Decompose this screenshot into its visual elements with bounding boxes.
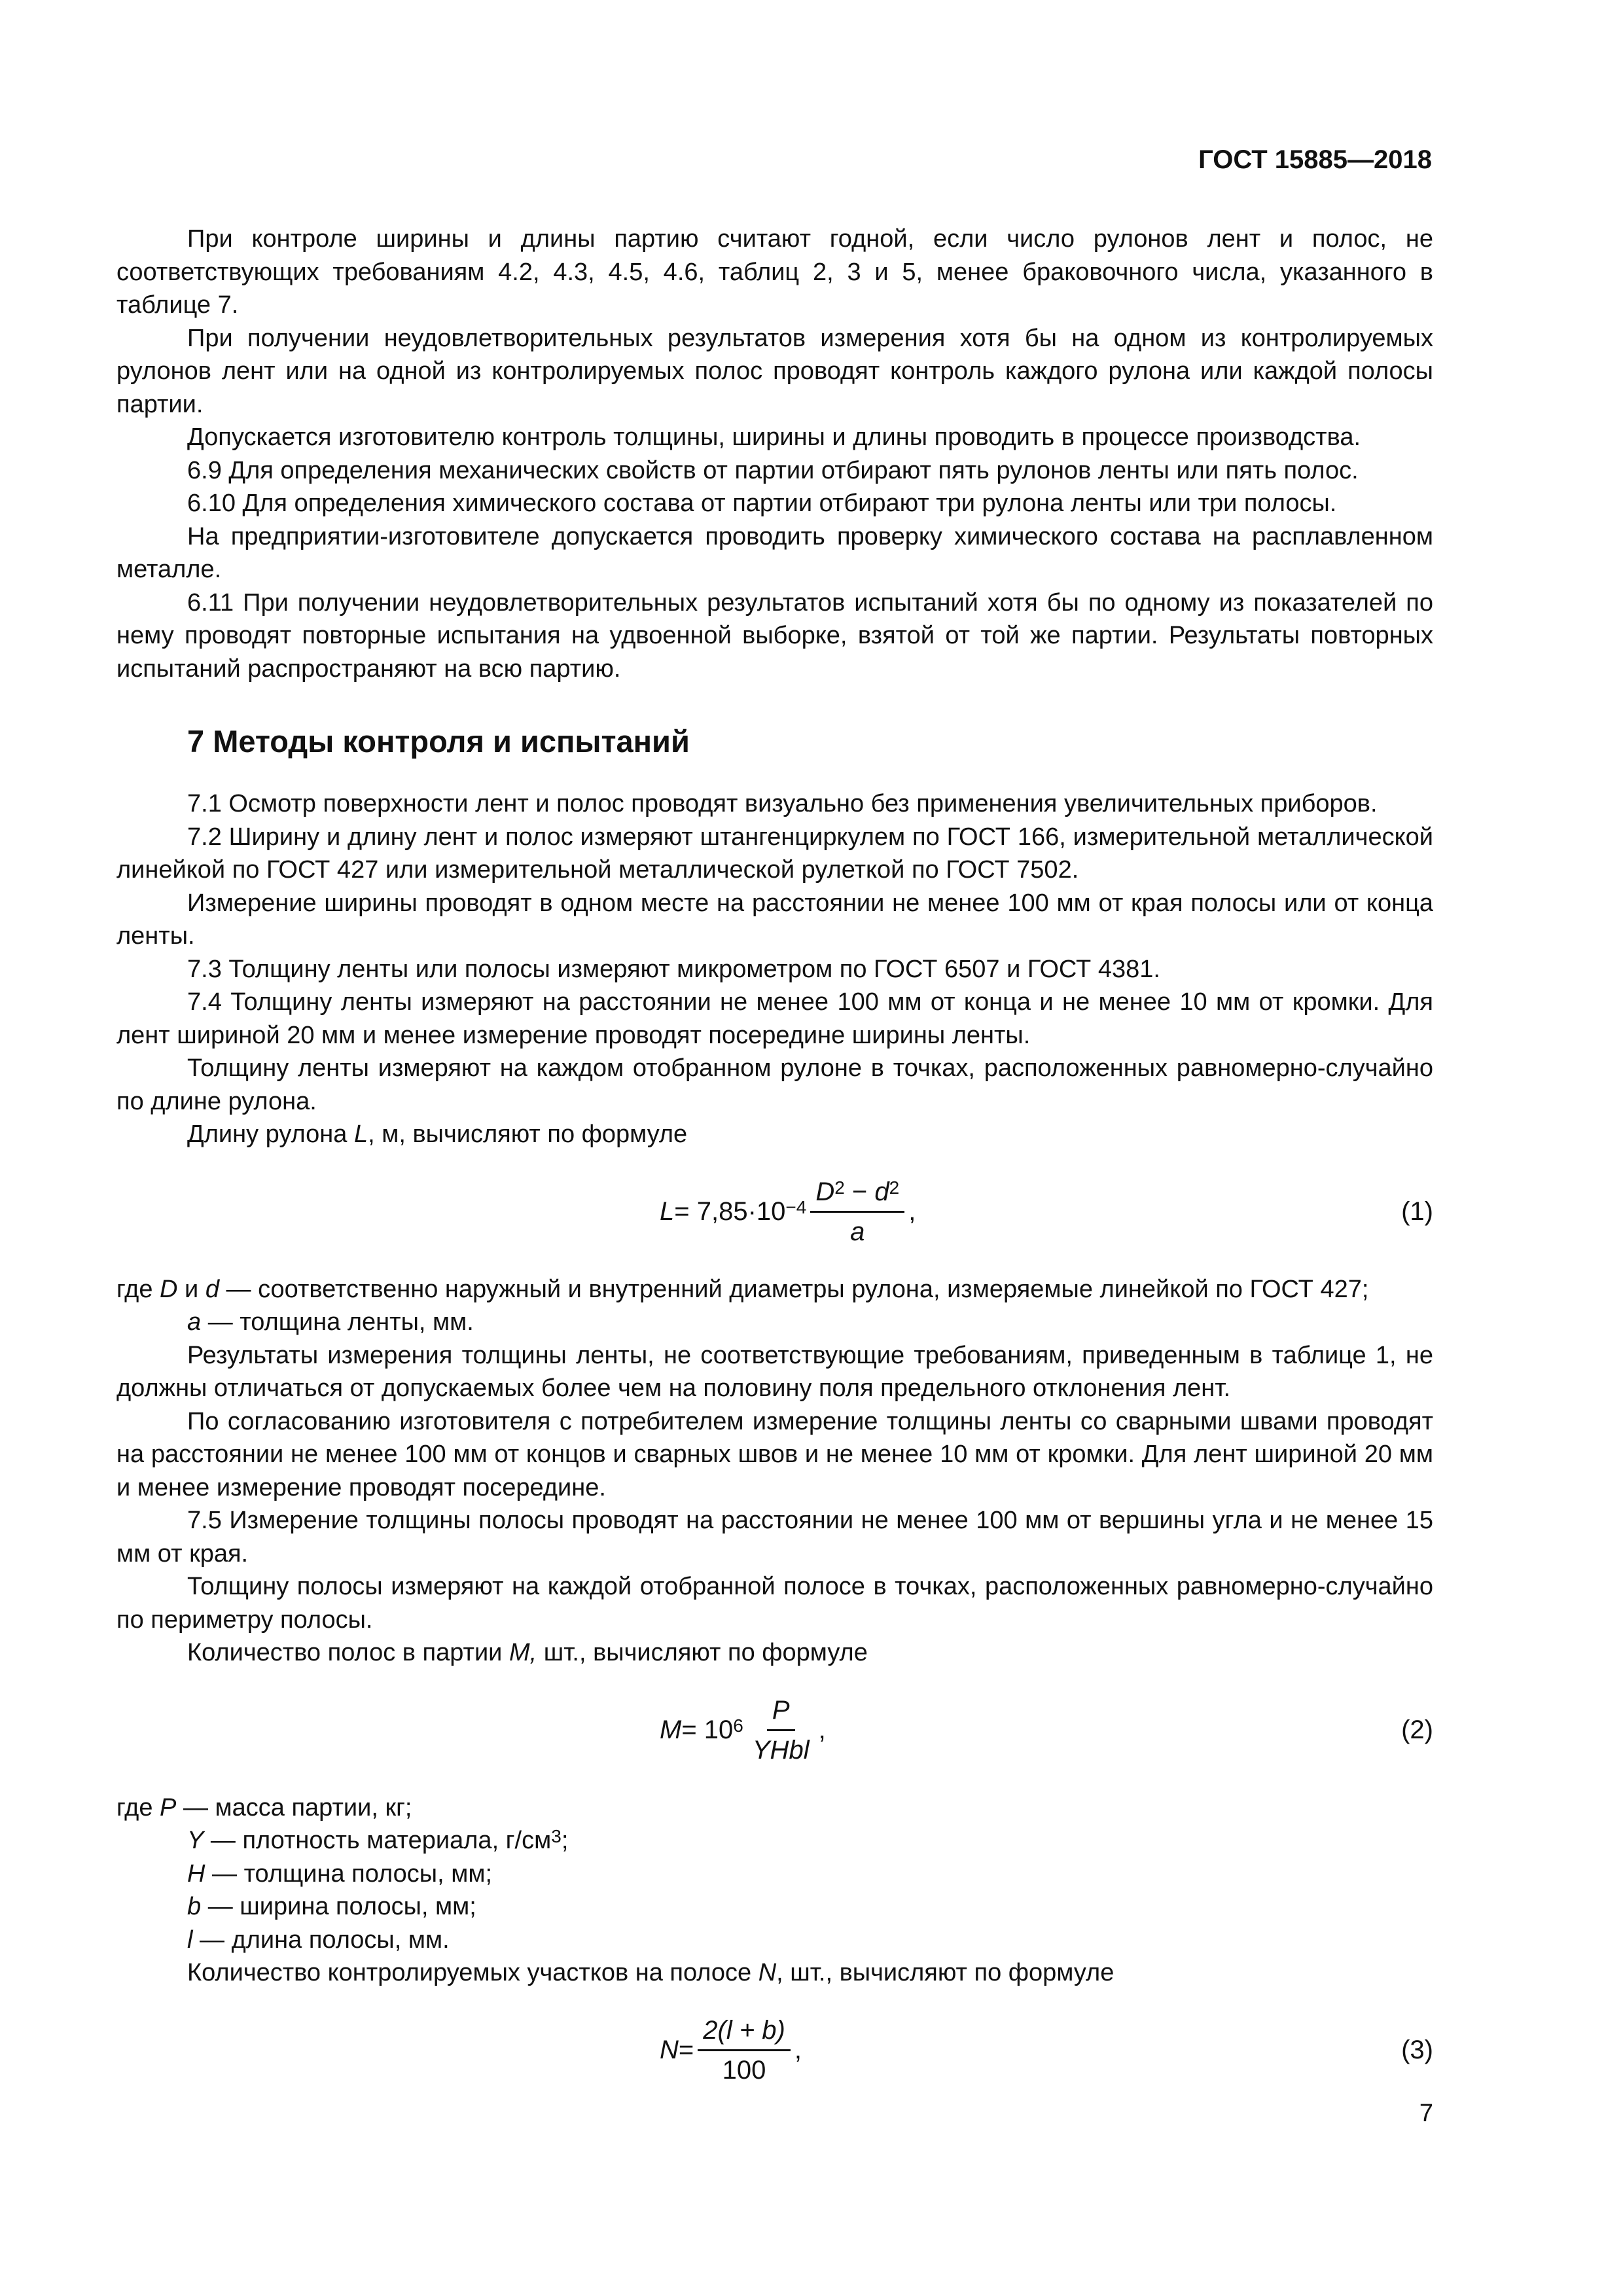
formula-2 — [116, 1681, 1433, 1780]
formula-body: N = $\frac{2(l + b)}{100}$ , — [660, 2001, 802, 2100]
where-clause: Y — плотность материала, $г/см^3$; — [187, 1826, 569, 1854]
paragraph: По согласованию изготовителя с потребителем измерение толщины ленты со сварными швами проводят на расстоянии не менее 100 мм от концов и сварных швов и не менее 10 мм от кромки. Для лент шириной 20 мм и менее измерение проводят посередине. — [116, 1407, 1433, 1501]
where-clause: H — толщина полосы, мм; — [187, 1859, 493, 1888]
fraction: $\frac{2(l + b)}{100}$ — [698, 2014, 791, 2087]
formula-3 — [116, 2001, 1433, 2100]
formula-1 — [116, 1163, 1433, 1261]
paragraph: На предприятии-изготовителе допускается проводить проверку химического состава на расплавленном металле. — [116, 522, 1433, 583]
formula-intro: Количество полос в партии M, шт., вычисляют по формуле — [187, 1639, 868, 1666]
where-clause: l — длина полосы, мм. — [187, 1926, 450, 1954]
fraction: $\frac{P}{\text{YHbl}}$ — [747, 1694, 815, 1767]
formula-intro: Длину рулона L, м, вычисляют по формуле — [187, 1121, 688, 1148]
formula-number: (1) — [1401, 1197, 1433, 1227]
paragraph: При получении неудовлетворительных результатов измерения хотя бы на одном из контролируемых рулонов лент или на одной из контролируемых полос проводят контроль каждого рулона или каждой полосы партии. — [116, 324, 1433, 418]
section-heading: 7 Методы контроля и испытаний — [187, 724, 690, 759]
where-clause: где P — масса партии, кг; — [116, 1793, 412, 1821]
clause-6-11: 6.11 При получении неудовлетворительных результатов испытаний хотя бы по одному из показателей по нему проводят повторные испытания на удвоенной выборке, взятой от той же партии. Результаты повторных испытаний распространяют на всю партию. — [116, 588, 1433, 683]
formula-body: L = 7,85·10 $^{-4}$ $\frac{D^2 - d^2}{a}$ , — [660, 1163, 916, 1261]
where-clause: где D и d — соответственно наружный и внутренний диаметры рулона, измеряемые линейкой по ГОСТ 427; — [116, 1275, 1369, 1303]
paragraph: Толщину ленты измеряют на каждом отобранном рулоне в точках, расположенных равномерно-случайно по длине рулона. — [116, 1054, 1433, 1115]
paragraph: Толщину полосы измеряют на каждой отобранной полосе в точках, расположенных равномерно-случайно по периметру полосы. — [116, 1573, 1433, 1634]
paragraph: При контроле ширины и длины партию считают годной, если число рулонов лент и полос, не соответствующих требованиям 4.2, 4.3, 4.5, 4.6, таблиц 2, 3 и 5, менее браковочного числа, указанного в таблице 7. — [116, 225, 1433, 319]
clause-7-2: 7.2 Ширину и длину лент и полос измеряют штангенциркулем по ГОСТ 166, измерительной металлической линейкой по ГОСТ 427 или измерительной металлической рулеткой по ГОСТ 7502. — [116, 823, 1433, 884]
formula-number: (3) — [1401, 2036, 1433, 2065]
clause-6-9: 6.9 Для определения механических свойств от партии отбирают пять рулонов ленты или пять полос. — [187, 456, 1359, 484]
page-number: 7 — [1419, 2100, 1433, 2127]
fraction: $\frac{D^2 - d^2}{a}$ — [810, 1175, 904, 1249]
paragraph: Результаты измерения толщины ленты, не соответствующие требованиям, приведенным в таблице 1, не должны отличаться от допускаемых более чем на половину поля предельного отклонения лент. — [116, 1341, 1433, 1402]
clause-7-4: 7.4 Толщину ленты измеряют на расстоянии не менее 100 мм от конца и не менее 10 мм от кромки. Для лент шириной 20 мм и менее измерение проводят посередине ширины ленты. — [116, 988, 1433, 1049]
document-code: ГОСТ 15885—2018 — [1198, 145, 1432, 174]
where-clause: b — ширина полосы, мм; — [187, 1893, 476, 1920]
page-content — [116, 223, 1433, 2111]
formula-body: M = 10 $^6$ $\frac{P}{\text{YHbl}}$ , — [660, 1681, 826, 1780]
clause-6-10: 6.10 Для определения химического состава от партии отбирают три рулона ленты или три полосы. — [187, 490, 1337, 517]
where-clause: a — толщина ленты, мм. — [187, 1308, 474, 1336]
formula-number: (2) — [1401, 1715, 1433, 1745]
formula-intro: Количество контролируемых участков на полосе N, шт., вычисляют по формуле — [187, 1959, 1115, 1986]
clause-7-3: 7.3 Толщину ленты или полосы измеряют микрометром по ГОСТ 6507 и ГОСТ 4381. — [187, 955, 1160, 983]
clause-7-5: 7.5 Измерение толщины полосы проводят на расстоянии не менее 100 мм от вершины угла и не менее 15 мм от края. — [116, 1507, 1433, 1568]
paragraph: Измерение ширины проводят в одном месте на расстоянии не менее 100 мм от края полосы или от конца ленты. — [116, 889, 1433, 950]
clause-7-1: 7.1 Осмотр поверхности лент и полос проводят визуально без применения увеличительных приборов. — [187, 790, 1378, 817]
paragraph: Допускается изготовителю контроль толщины, ширины и длины проводить в процессе производства. — [187, 423, 1361, 451]
